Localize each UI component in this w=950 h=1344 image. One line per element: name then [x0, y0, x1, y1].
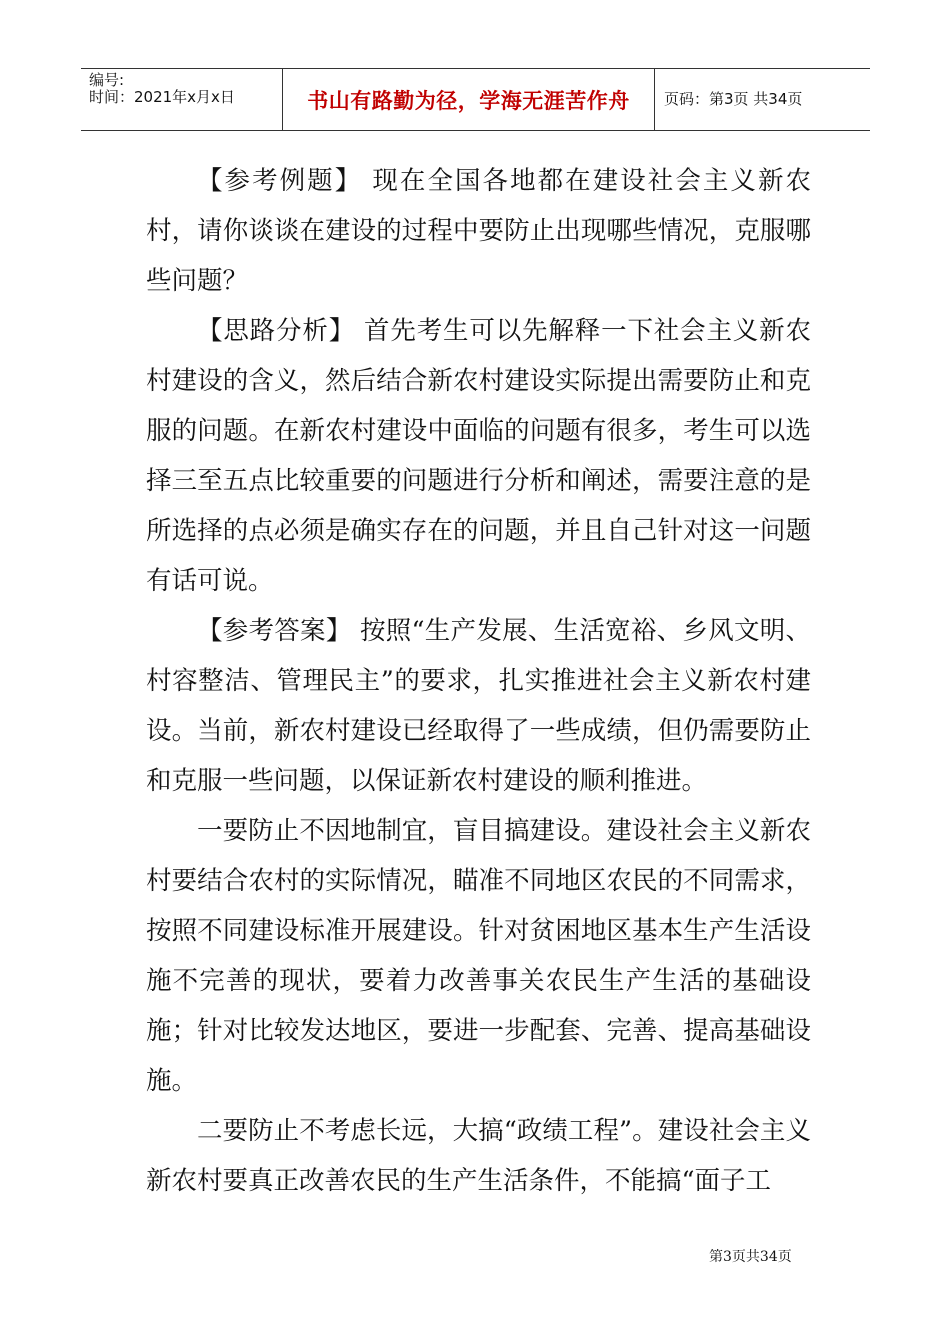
header-motto-cell [283, 69, 655, 130]
paragraph-example-question: 【参考例题】 现在全国各地都在建设社会主义新农村，请你谈谈在建设的过程中要防止出现哪些情况，克服哪些问题？ [146, 166, 811, 296]
page-number-label: 页码：第3页 共34页 [664, 90, 803, 108]
document-body [146, 156, 811, 1206]
date-label: 时间：2021年x月x日 [89, 88, 235, 106]
serial-number-label: 编号: [89, 71, 125, 89]
page-header [81, 68, 870, 131]
paragraph-reference-answer: 【参考答案】 按照“生产发展、生活宽裕、乡风文明、村容整洁、管理民主”的要求，扎实推进社会主义新农村建设。当前，新农村建设已经取得了一些成绩，但仍需要防止和克服一些问题，以保证新农村建设的顺利推进。 [146, 616, 811, 796]
header-page-cell [655, 69, 870, 130]
header-meta-cell [81, 69, 283, 130]
paragraph-analysis: 【思路分析】 首先考生可以先解释一下社会主义新农村建设的含义，然后结合新农村建设实际提出需要防止和克服的问题。在新农村建设中面临的问题有很多，考生可以选择三至五点比较重要的问题进行分析和阐述，需要注意的是所选择的点必须是确实存在的问题，并且自己针对这一问题有话可说。 [146, 316, 811, 596]
paragraph-point-one: 一要防止不因地制宜，盲目搞建设。建设社会主义新农村要结合农村的实际情况，瞄准不同地区农民的不同需求，按照不同建设标准开展建设。针对贫困地区基本生产生活设施不完善的现状，要着力改善事关农民生产生活的基础设施；针对比较发达地区，要进一步配套、完善、提高基础设施。 [146, 816, 811, 1096]
paragraph-point-two: 二要防止不考虑长远，大搞“政绩工程”。建设社会主义新农村要真正改善农民的生产生活条件，不能搞“面子工 [146, 1116, 811, 1196]
motto-text: 书山有路勤为径，学海无涯苦作舟 [307, 88, 630, 113]
page-footer: 第3页共34页 [709, 1249, 792, 1265]
